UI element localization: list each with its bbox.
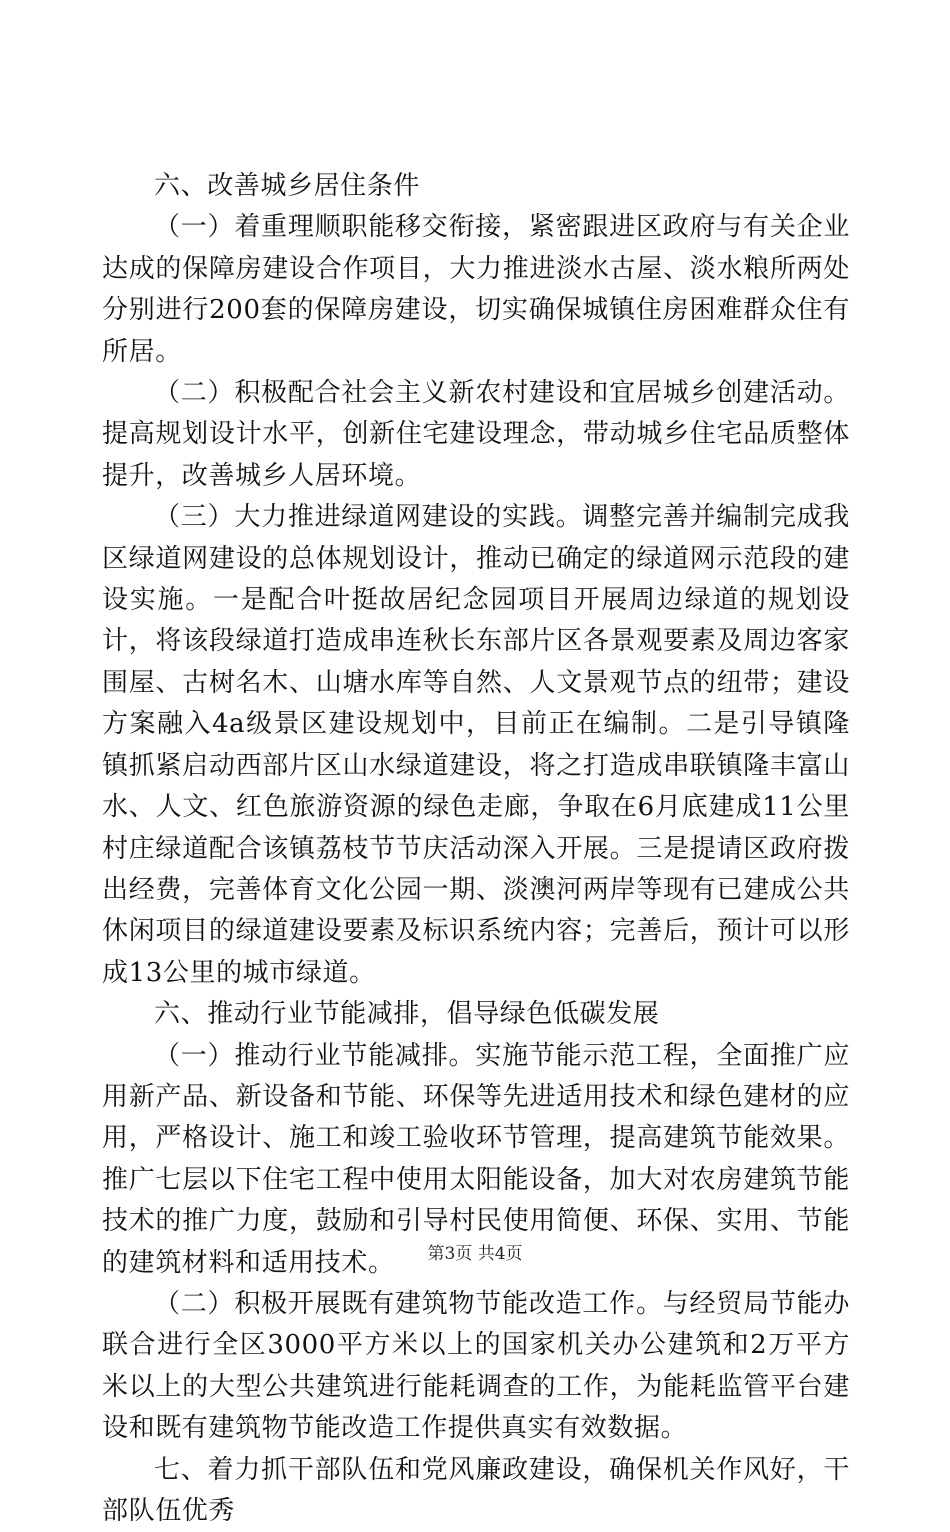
paragraph-building-retrofit: （二）积极开展既有建筑物节能改造工作。与经贸局节能办联合进行全区3000平方米以上的国家机关办公建筑和2万平方米以上的大型公共建筑进行能耗调查的工作，为能耗监管平台建设和既有建筑物节能改造工作提供真实有效数据。 xyxy=(102,1288,850,1444)
paragraph-greenway-network: （三）大力推进绿道网建设的实践。调整完善并编制完成我区绿道网建设的总体规划设计，推动已确定的绿道网示范段的建设实施。一是配合叶挺故居纪念园项目开展周边绿道的规划设计，将该段绿道打造成串连秋长东部片区各景观要素及周边客家围屋、古树名木、山塘水库等自然、人文景观节点的纽带；建设方案融入4a级景区建设规划中，目前正在编制。二是引导镇隆镇抓紧启动西部片区山水绿道建设，将之打造成串联镇隆丰富山水、人文、红色旅游资源的绿色走廊，争取在6月底建成11公里村庄绿道配合该镇荔枝节节庆活动深入开展。三是提请区政府拨出经费，完善体育文化公园一期、淡澳河两岸等现有已建成公共休闲项目的绿道建设要素及标识系统内容；完善后，预计可以形成13公里的城市绿道。 xyxy=(102,502,850,988)
paragraph-new-countryside: （二）积极配合社会主义新农村建设和宜居城乡创建活动。提高规划设计水平，创新住宅建设理念，带动城乡住宅品质整体提升，改善城乡人居环境。 xyxy=(102,378,850,491)
document-body xyxy=(102,166,850,1532)
section-heading-energy-saving: 六、推动行业节能减排，倡导绿色低碳发展 xyxy=(154,999,660,1030)
page-number-footer: 第3页 共4页 xyxy=(427,1244,523,1264)
paragraph-industry-energy-saving: （一）推动行业节能减排。实施节能示范工程，全面推广应用新产品、新设备和节能、环保等先进适用技术和绿色建材的应用，严格设计、施工和竣工验收环节管理，提高建筑节能效果。推广七层以下住宅工程中使用太阳能设备，加大对农房建筑节能技术的推广力度，鼓励和引导村民使用简便、环保、实用、节能的建筑材料和适用技术。 xyxy=(102,1040,850,1278)
paragraph-affordable-housing: （一）着重理顺职能移交衔接，紧密跟进区政府与有关企业达成的保障房建设合作项目，大力推进淡水古屋、淡水粮所两处分别进行200套的保障房建设，切实确保城镇住房困难群众住有所居。 xyxy=(102,212,850,367)
section-heading-improve-living: 六、改善城乡居住条件 xyxy=(154,171,421,201)
section-heading-cadre-team: 七、着力抓干部队伍和党风廉政建设，确保机关作风好，干部队伍优秀 xyxy=(102,1454,850,1526)
